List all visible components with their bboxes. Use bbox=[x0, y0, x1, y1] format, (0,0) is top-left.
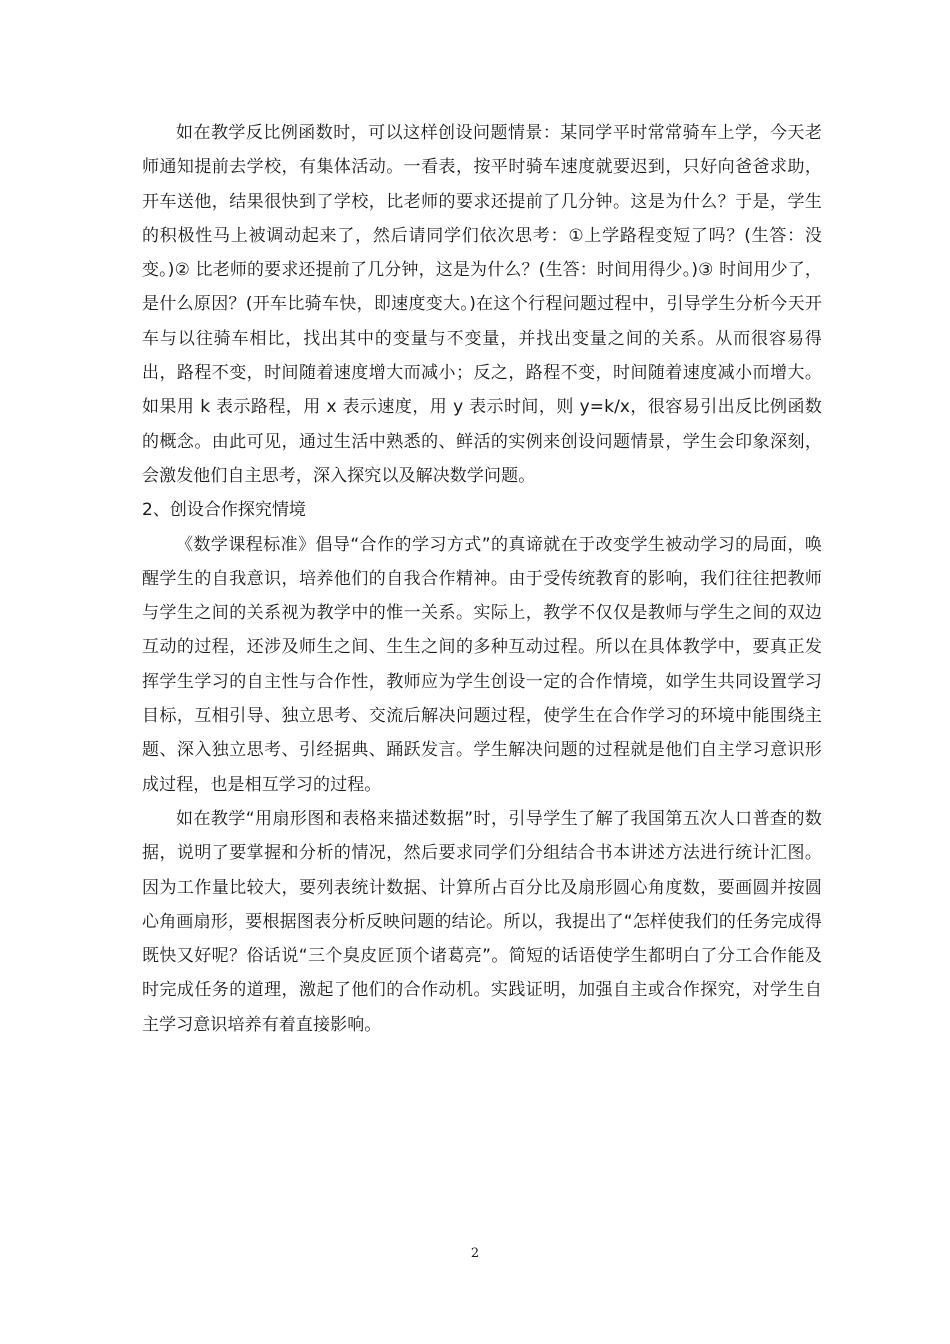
page-number: 2 bbox=[470, 1246, 480, 1261]
paragraph-curriculum-standard: 《数学课程标准》倡导“合作的学习方式”的真谛就在于改变学生被动学习的局面，唤醒学生的自我意识，培养他们的自我合作精神。由于受传统教育的影响，我们往往把教师与学生之间的关系视为教学中的惟一关系。实际上，教学不仅仅是教师与学生之间的双边互动的过程，还涉及师生之间、生生之间的多种互动过程。所以在具体教学中，要真正发挥学生学习的自主性与合作性，教师应为学生创设一定的合作情境，如学生共同设置学习目标，互相引导、独立思考、交流后解决问题过程，使学生在合作学习的环境中能围绕主题、深入独立思考、引经据典、踊跃发言。学生解决问题的过程就是他们自主学习意识形成过程，也是相互学习的过程。 bbox=[142, 534, 822, 795]
document-body bbox=[142, 116, 822, 1042]
paragraph-inverse-proportion-example: 如在教学反比例函数时，可以这样创设问题情景：某同学平时常常骑车上学，今天老师通知提前去学校，有集体活动。一看表，按平时骑车速度就要迟到，只好向爸爸求助，开车送他，结果很快到了学校，比老师的要求还提前了几分钟。这是为什么？于是，学生的积极性马上被调动起来了，然后请同学们依次思考：①上学路程变短了吗？(生答：没变。)② 比老师的要求还提前了几分钟，这是为什么？(生答：时间用得少。)③ 时间用少了，是什么原因？(开车比骑车快，即速度变大。)在这个行程问题过程中，引导学生分析今天开车与以往骑车相比，找出其中的变量与不变量，并找出变量之间的关系。从而很容易得出，路程不变，时间随着速度增大而减小；反之，路程不变，时间随着速度减小而增大。如果用 k 表示路程，用 x 表示速度，用 y 表示时间，则 y=k/x，很容易引出反比例函数的概念。由此可见，通过生活中熟悉的、鲜活的实例来创设问题情景，学生会印象深刻，会激发他们自主思考，深入探究以及解决数学问题。 bbox=[142, 123, 822, 486]
paragraph-pie-chart-example: 如在教学“用扇形图和表格来描述数据”时，引导学生了解了我国第五次人口普查的数据，说明了要掌握和分析的情况，然后要求同学们分组结合书本讲述方法进行统计汇图。因为工作量比较大，要列表统计数据、计算所占百分比及扇形圆心角度数，要画圆并按圆心角画扇形，要根据图表分析反映问题的结论。所以，我提出了“怎样使我们的任务完成得既快又好呢？俗话说“三个臭皮匠顶个诸葛亮”。简短的话语使学生都明白了分工合作能及时完成任务的道理，激起了他们的合作动机。实践证明，加强自主或合作探究，对学生自主学习意识培养有着直接影响。 bbox=[142, 808, 822, 1035]
section-heading-cooperative-inquiry: 2、创设合作探究情境 bbox=[142, 500, 306, 521]
